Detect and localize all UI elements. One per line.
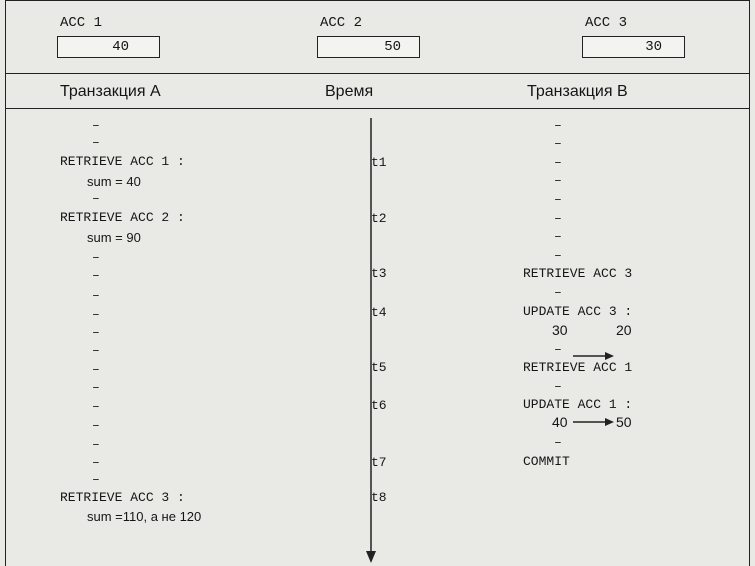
tx-a-dash: – [92,362,100,377]
tx-b-dash: – [554,248,562,263]
time-t4: t4 [371,305,387,320]
tx-b-dash: – [554,173,562,188]
tx-b-dash: – [554,136,562,151]
tx-b-dash: – [554,379,562,394]
tx-a-dash: – [92,325,100,340]
tx-b-commit: COMMIT [523,454,570,469]
tx-a-sum-1: sum = 40 [87,174,141,189]
time-t6: t6 [371,398,387,413]
tx-a-dash: – [92,437,100,452]
acc3-value-box: 30 [582,36,685,58]
tx-b-acc3-new: 20 [616,322,632,338]
time-t5: t5 [371,360,387,375]
tx-a-dash: – [92,380,100,395]
tx-b-retrieve-acc3: RETRIEVE ACC 3 [523,266,633,281]
header-transaction-a: Транзакция A [60,83,161,100]
tx-a-retrieve-acc1: RETRIEVE ACC 1 : [60,154,185,169]
tx-a-dash: – [92,288,100,303]
tx-a-retrieve-acc3: RETRIEVE ACC 3 : [60,490,185,505]
time-t8: t8 [371,490,387,505]
acc2-value-box: 50 [317,36,420,58]
acc1-label: ACC 1 [60,15,103,31]
tx-b-retrieve-acc1: RETRIEVE ACC 1 [523,360,633,375]
tx-b-acc3-old: 30 [552,322,568,338]
acc2-label: ACC 2 [320,15,363,31]
tx-b-update-acc1: UPDATE ACC 1 : [523,397,633,412]
tx-a-dash: – [92,268,100,283]
tx-b-dash: – [554,342,562,357]
tx-b-dash: – [554,192,562,207]
tx-b-acc1-old: 40 [552,414,568,430]
tx-b-dash: – [554,211,562,226]
tx-a-dash: – [92,399,100,414]
tx-a-dash: – [92,307,100,322]
tx-a-dash: – [92,118,100,133]
tx-a-dash: – [92,191,100,206]
tx-a-dash: – [92,472,100,487]
tx-a-retrieve-acc2: RETRIEVE ACC 2 : [60,210,185,225]
tx-a-dash: – [92,250,100,265]
acc1-value-box: 40 [57,36,160,58]
tx-a-dash: – [92,418,100,433]
tx-a-dash: – [92,135,100,150]
tx-a-dash: – [92,343,100,358]
tx-b-acc1-new: 50 [616,414,632,430]
time-t2: t2 [371,211,387,226]
tx-b-dash: – [554,229,562,244]
tx-a-sum-3: sum =110, а не 120 [87,509,202,524]
tx-b-dash: – [554,285,562,300]
tx-a-sum-2: sum = 90 [87,230,141,245]
tx-b-dash: – [554,118,562,133]
tx-b-dash: – [554,435,562,450]
acc3-label: ACC 3 [585,15,628,31]
time-t1: t1 [371,155,387,170]
tx-b-dash: – [554,155,562,170]
tx-a-dash: – [92,455,100,470]
header-transaction-b: Транзакция B [527,83,628,100]
tx-b-update-acc3: UPDATE ACC 3 : [523,304,633,319]
time-t3: t3 [371,266,387,281]
header-time: Время [325,83,374,100]
time-t7: t7 [371,455,387,470]
